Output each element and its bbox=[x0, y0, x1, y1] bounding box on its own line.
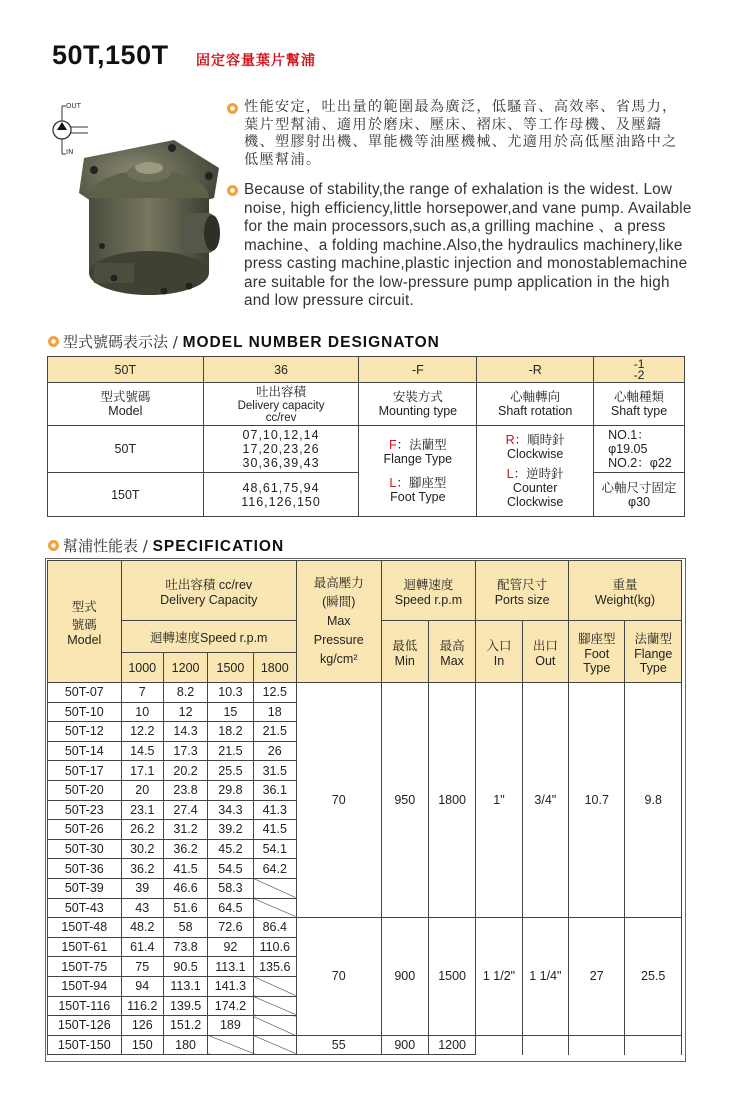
hdr-mount-en: Mounting type bbox=[378, 404, 458, 418]
code-row bbox=[48, 357, 685, 383]
hdr-max bbox=[428, 621, 475, 683]
row-capacity: 54.5 bbox=[208, 859, 253, 879]
group50-min: 950 bbox=[381, 683, 428, 918]
hdr-shaft-zh: 心軸種類 bbox=[614, 390, 665, 404]
row-capacity: 18.2 bbox=[208, 722, 253, 742]
hdr-max-en: Max bbox=[440, 653, 464, 668]
pump-image bbox=[54, 128, 234, 308]
lr-code: L bbox=[506, 467, 514, 481]
group150-in: 1 1/2" bbox=[476, 918, 522, 1036]
hdr-disp-zh: 吐出容積 bbox=[256, 384, 307, 399]
hdr-rot-zh2: 迴轉速度 bbox=[403, 577, 454, 592]
l-zh: ：腳座型 bbox=[396, 476, 447, 490]
hdr-flange-en1: Flange bbox=[634, 646, 673, 661]
row-capacity: 10.3 bbox=[208, 683, 253, 703]
symbol-out-label: OUT bbox=[66, 102, 81, 110]
row-capacity: 14.5 bbox=[121, 741, 163, 761]
row-capacity: 26.2 bbox=[121, 820, 163, 840]
row-capacity: 29.8 bbox=[208, 780, 253, 800]
hdr-min-en: Min bbox=[394, 653, 415, 668]
hdr-disp bbox=[203, 383, 359, 426]
row-capacity: 31.2 bbox=[163, 820, 207, 840]
group150-foot: 27 bbox=[569, 918, 625, 1036]
hdr-ports-en: Ports size bbox=[494, 592, 550, 607]
empty-cell bbox=[253, 1035, 296, 1055]
row-capacity: 36.1 bbox=[253, 780, 296, 800]
row-capacity: 39.2 bbox=[208, 820, 253, 840]
hdr-disp-en: Delivery capacity bbox=[237, 399, 325, 412]
row-capacity: 45.2 bbox=[208, 839, 253, 859]
row-capacity: 94 bbox=[121, 976, 163, 996]
last150-flange bbox=[625, 1035, 682, 1055]
code-mount: -F bbox=[359, 357, 477, 383]
row-capacity: 75 bbox=[121, 957, 163, 977]
row-capacity: 36.2 bbox=[121, 859, 163, 879]
row-capacity: 15 bbox=[208, 702, 253, 722]
row-capacity: 7 bbox=[121, 683, 163, 703]
row-model: 50T-26 bbox=[48, 820, 122, 840]
shaft-fixed-val: φ30 bbox=[628, 494, 651, 509]
row-capacity: 17.3 bbox=[163, 741, 207, 761]
row-capacity: 34.3 bbox=[208, 800, 253, 820]
l-en: Foot Type bbox=[390, 490, 446, 504]
symbol-in-label: IN bbox=[66, 148, 74, 156]
code-model: 50T bbox=[48, 357, 204, 383]
r-zh: ：順時針 bbox=[514, 433, 565, 447]
row50-disp-3: 30,36,39,43 bbox=[242, 456, 320, 470]
hdr-speed-1200: 1200 bbox=[163, 653, 207, 683]
row-capacity: 12 bbox=[163, 702, 207, 722]
row-capacity: 18 bbox=[253, 702, 296, 722]
row-capacity: 86.4 bbox=[253, 918, 296, 938]
last150-min: 900 bbox=[381, 1035, 428, 1055]
row-capacity: 135.6 bbox=[253, 957, 296, 977]
row-capacity: 10 bbox=[121, 702, 163, 722]
row-capacity: 54.1 bbox=[253, 839, 296, 859]
row-model: 50T-30 bbox=[48, 839, 122, 859]
hdr-speed-1500: 1500 bbox=[208, 653, 253, 683]
hdr-min bbox=[381, 621, 428, 683]
row-model: 150T-48 bbox=[48, 918, 122, 938]
row-model: 50T-23 bbox=[48, 800, 122, 820]
last150-out bbox=[522, 1035, 568, 1055]
row-capacity: 139.5 bbox=[163, 996, 207, 1016]
hdr-spec-model-zh1: 型式 bbox=[71, 599, 97, 614]
group50-foot: 10.7 bbox=[569, 683, 625, 918]
row-capacity: 12.5 bbox=[253, 683, 296, 703]
f-zh: ：法蘭型 bbox=[396, 438, 447, 452]
model-section-title-en: MODEL NUMBER DESIGNATON bbox=[182, 334, 440, 351]
empty-cell bbox=[253, 996, 296, 1016]
shaft-fixed-zh: 心軸尺寸固定 bbox=[601, 480, 677, 495]
row150-disp-1: 48,61,75,94 bbox=[242, 480, 320, 495]
row-capacity: 12.2 bbox=[121, 722, 163, 742]
spec-header-row-1 bbox=[48, 561, 682, 621]
row-model: 50T-36 bbox=[48, 859, 122, 879]
row-model: 150T-126 bbox=[48, 1016, 122, 1036]
hdr-weight-en: Weight(kg) bbox=[594, 592, 656, 607]
group50-max: 1800 bbox=[428, 683, 475, 918]
hdr-spec-disp bbox=[121, 561, 296, 621]
lr-zh: ：逆時針 bbox=[513, 467, 564, 481]
hdr-foot bbox=[569, 621, 625, 683]
description-en: Because of stability,the range of exhalation is the widest. Low noise, high efficiency,little horsepower,and vane pump. Available for the main processors,such as,a grilling machine 、a press machine、a folding machine.Also,the hydraulics machinery,like press casting machine,plastic injection and monostablemachine are suitable for the low-pressure pump application in the high and low pressure circuit. bbox=[244, 181, 692, 309]
code-shaft-2: -2 bbox=[633, 367, 645, 382]
row-model: 50T-39 bbox=[48, 878, 122, 898]
model-row-50 bbox=[48, 426, 685, 473]
row-capacity: 23.8 bbox=[163, 780, 207, 800]
hdr-speed-1800: 1800 bbox=[253, 653, 296, 683]
last150-pressure: 55 bbox=[296, 1035, 381, 1055]
row50-model: 50T bbox=[48, 426, 204, 473]
row-capacity: 36.2 bbox=[163, 839, 207, 859]
row-model: 50T-10 bbox=[48, 702, 122, 722]
table-row bbox=[48, 918, 682, 938]
bullet-icon bbox=[227, 103, 238, 114]
lr-en1: Counter bbox=[512, 481, 558, 495]
page-subtitle: 固定容量葉片幫浦 bbox=[196, 53, 316, 69]
row-model: 150T-116 bbox=[48, 996, 122, 1016]
row-capacity: 41.5 bbox=[163, 859, 207, 879]
hdr-spec-model-en: Model bbox=[67, 632, 102, 647]
row-capacity: 21.5 bbox=[253, 722, 296, 742]
hdr-in-en: In bbox=[493, 653, 505, 668]
row-capacity: 43 bbox=[121, 898, 163, 918]
row-capacity: 90.5 bbox=[163, 957, 207, 977]
row-capacity: 51.6 bbox=[163, 898, 207, 918]
model-section-title bbox=[63, 331, 440, 352]
row-capacity: 72.6 bbox=[208, 918, 253, 938]
hdr-spec-rot bbox=[381, 561, 476, 621]
row150-shaft bbox=[594, 473, 685, 517]
row-capacity: 180 bbox=[163, 1035, 207, 1055]
row-capacity: 113.1 bbox=[163, 976, 207, 996]
row-capacity: 150 bbox=[121, 1035, 163, 1055]
row50-disp-1: 07,10,12,14 bbox=[242, 428, 320, 442]
empty-cell bbox=[253, 898, 296, 918]
hdr-spec-model bbox=[48, 561, 122, 683]
row-capacity: 14.3 bbox=[163, 722, 207, 742]
row-capacity: 46.6 bbox=[163, 878, 207, 898]
row-capacity: 113.1 bbox=[208, 957, 253, 977]
row-model: 50T-17 bbox=[48, 761, 122, 781]
table-row bbox=[48, 1035, 682, 1055]
group150-flange: 25.5 bbox=[625, 918, 682, 1036]
shaft-no2: NO.2：φ22 bbox=[608, 456, 672, 470]
hdr-spec-disp-en: Delivery Capacity bbox=[160, 592, 258, 607]
row-model: 50T-12 bbox=[48, 722, 122, 742]
hdr-foot-zh: 腳座型 bbox=[577, 631, 616, 646]
row-capacity: 20 bbox=[121, 780, 163, 800]
row-capacity: 20.2 bbox=[163, 761, 207, 781]
row50-disp bbox=[203, 426, 359, 473]
hdr-flange-en2: Type bbox=[639, 660, 667, 675]
empty-cell bbox=[253, 1016, 296, 1036]
hdr-model-en: Model bbox=[108, 404, 143, 418]
hdr-out-en: Out bbox=[535, 653, 556, 668]
l-code: L bbox=[389, 476, 397, 490]
row-capacity: 64.5 bbox=[208, 898, 253, 918]
hdr-rot-en2: Speed r.p.m bbox=[394, 592, 463, 607]
hdr-model bbox=[48, 383, 204, 426]
hdr-press-zh2: (瞬間) bbox=[322, 595, 356, 609]
hdr-spec-disp-zh: 吐出容積 cc/rev bbox=[165, 577, 253, 592]
hdr-spec-weight bbox=[569, 561, 682, 621]
hdr-press-unit: kg/cm² bbox=[320, 652, 358, 666]
group150-pressure: 70 bbox=[296, 918, 381, 1036]
row-model: 150T-94 bbox=[48, 976, 122, 996]
hdr-speed-1000: 1000 bbox=[121, 653, 163, 683]
hdr-rot-zh: 心軸轉向 bbox=[510, 390, 561, 404]
row-capacity: 58 bbox=[163, 918, 207, 938]
hdr-in bbox=[476, 621, 522, 683]
row-capacity: 64.2 bbox=[253, 859, 296, 879]
row150-disp-2: 116,126,150 bbox=[241, 494, 321, 509]
hdr-foot-en1: Foot bbox=[584, 646, 610, 661]
empty-cell bbox=[253, 976, 296, 996]
group50-flange: 9.8 bbox=[625, 683, 682, 918]
hdr-mount bbox=[359, 383, 477, 426]
empty-cell bbox=[253, 878, 296, 898]
row50-shaft bbox=[594, 426, 685, 473]
row150-model: 150T bbox=[48, 473, 204, 517]
r-en: Clockwise bbox=[507, 447, 564, 461]
empty-cell bbox=[208, 1035, 253, 1055]
bullet-icon bbox=[48, 336, 59, 347]
last150-max: 1200 bbox=[428, 1035, 475, 1055]
row-capacity: 116.2 bbox=[121, 996, 163, 1016]
r-code: R bbox=[505, 433, 515, 447]
row-capacity: 39 bbox=[121, 878, 163, 898]
spec-section-title-en: SPECIFICATION bbox=[152, 538, 285, 555]
hdr-min-zh: 最低 bbox=[392, 638, 418, 653]
row-capacity: 21.5 bbox=[208, 741, 253, 761]
group150-min: 900 bbox=[381, 918, 428, 1036]
row-model: 50T-14 bbox=[48, 741, 122, 761]
hdr-press-zh1: 最高壓力 bbox=[313, 576, 364, 590]
hdr-out-zh: 出口 bbox=[532, 638, 558, 653]
f-en: Flange Type bbox=[383, 452, 453, 466]
code-rot: -R bbox=[477, 357, 594, 383]
code-shaft bbox=[594, 357, 685, 383]
row-model: 50T-43 bbox=[48, 898, 122, 918]
row-capacity: 189 bbox=[208, 1016, 253, 1036]
lr-en2: Clockwise bbox=[507, 495, 564, 509]
group50-out: 3/4" bbox=[522, 683, 568, 918]
hdr-flange-zh: 法蘭型 bbox=[634, 631, 672, 646]
hdr-foot-en2: Type bbox=[583, 660, 611, 675]
description-zh: 性能安定，吐出量的範圍最為廣泛，低騷音、高效率、省馬力，葉片型幫浦、適用於磨床、壓床、褶床、等工作母機、及壓鑄機、塑膠射出機、單能機等油壓機械、尤適用於高低壓油路中之低壓幫浦。 bbox=[244, 99, 678, 168]
group150-max: 1500 bbox=[428, 918, 475, 1036]
hdr-mount-zh: 安裝方式 bbox=[392, 390, 443, 404]
hdr-rot-en: Shaft rotation bbox=[497, 404, 573, 418]
row-capacity: 126 bbox=[121, 1016, 163, 1036]
row-capacity: 31.5 bbox=[253, 761, 296, 781]
code-shaft-1: -1 bbox=[633, 356, 645, 371]
hdr-weight-zh: 重量 bbox=[612, 577, 638, 592]
row-capacity: 17.1 bbox=[121, 761, 163, 781]
mount-options bbox=[359, 426, 477, 517]
hdr-spec-ports bbox=[476, 561, 569, 621]
row-capacity: 27.4 bbox=[163, 800, 207, 820]
row-capacity: 8.2 bbox=[163, 683, 207, 703]
row50-disp-2: 17,20,23,26 bbox=[242, 442, 320, 456]
spec-section-title bbox=[63, 535, 284, 556]
row-capacity: 48.2 bbox=[121, 918, 163, 938]
bullet-icon bbox=[227, 185, 238, 196]
hdr-disp-unit: cc/rev bbox=[265, 411, 297, 424]
hdr-model-zh: 型式號碼 bbox=[100, 390, 151, 404]
row-capacity: 110.6 bbox=[253, 937, 296, 957]
model-section-title-zh: 型式號碼表示法 / bbox=[63, 333, 183, 351]
hdr-shaft bbox=[594, 383, 685, 426]
row-capacity: 58.3 bbox=[208, 878, 253, 898]
row-model: 150T-75 bbox=[48, 957, 122, 977]
last150-foot bbox=[569, 1035, 625, 1055]
row-model: 50T-20 bbox=[48, 780, 122, 800]
last150-in bbox=[476, 1035, 522, 1055]
hdr-max-zh: 最高 bbox=[439, 638, 465, 653]
row-capacity: 26 bbox=[253, 741, 296, 761]
hdr-in-zh: 入口 bbox=[486, 638, 512, 653]
row-capacity: 61.4 bbox=[121, 937, 163, 957]
hdr-shaft-en: Shaft type bbox=[610, 404, 668, 418]
row-model: 150T-61 bbox=[48, 937, 122, 957]
hdr-ports-zh: 配管尺寸 bbox=[497, 577, 548, 592]
row-capacity: 41.3 bbox=[253, 800, 296, 820]
hdr-press-en1: Max bbox=[326, 614, 351, 628]
spec-section-title-zh: 幫浦性能表 / bbox=[63, 537, 153, 555]
row-capacity: 23.1 bbox=[121, 800, 163, 820]
group50-pressure: 70 bbox=[296, 683, 381, 918]
shaft-no1: NO.1：φ19.05 bbox=[608, 428, 650, 456]
row-capacity: 30.2 bbox=[121, 839, 163, 859]
model-header-row bbox=[48, 383, 685, 426]
bullet-icon bbox=[48, 540, 59, 551]
hdr-press-en2: Pressure bbox=[313, 633, 364, 647]
row-capacity: 174.2 bbox=[208, 996, 253, 1016]
hdr-speed-label: 迴轉速度Speed r.p.m bbox=[121, 621, 296, 653]
hdr-out bbox=[522, 621, 568, 683]
row-capacity: 41.5 bbox=[253, 820, 296, 840]
row-capacity: 25.5 bbox=[208, 761, 253, 781]
row150-disp bbox=[203, 473, 359, 517]
row-capacity: 141.3 bbox=[208, 976, 253, 996]
specification-table bbox=[47, 560, 682, 1055]
code-disp: 36 bbox=[203, 357, 359, 383]
group150-out: 1 1/4" bbox=[522, 918, 568, 1036]
hdr-spec-model-zh2: 號碼 bbox=[71, 617, 97, 632]
hdr-flange bbox=[625, 621, 682, 683]
table-row bbox=[48, 683, 682, 703]
rotation-options bbox=[477, 426, 594, 517]
row-capacity: 151.2 bbox=[163, 1016, 207, 1036]
row-capacity: 73.8 bbox=[163, 937, 207, 957]
page-title: 50T,150T bbox=[52, 40, 169, 70]
f-code: F bbox=[389, 438, 397, 452]
model-designation-table bbox=[47, 356, 685, 517]
row-model: 50T-07 bbox=[48, 683, 122, 703]
hdr-rot bbox=[477, 383, 594, 426]
hdr-spec-pressure bbox=[296, 561, 381, 683]
group50-in: 1" bbox=[476, 683, 522, 918]
row-model: 150T-150 bbox=[48, 1035, 122, 1055]
row-capacity: 92 bbox=[208, 937, 253, 957]
